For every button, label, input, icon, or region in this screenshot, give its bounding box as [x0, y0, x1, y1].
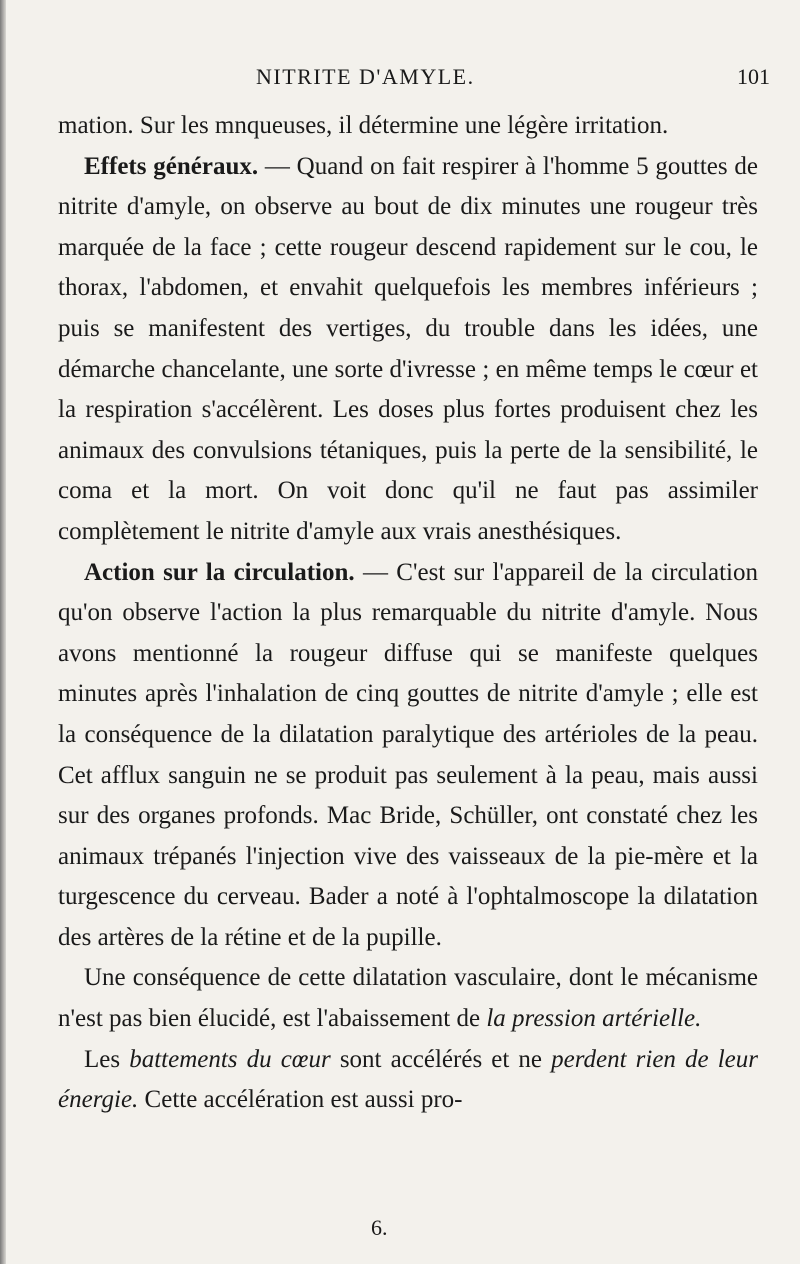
paragraph: [58, 958, 758, 1039]
paragraph-text: Une conséquence de cette dilatation vasculaire, dont le mécanisme n'est pas bien élucidé, est l'abaissement de: [58, 964, 758, 1033]
paragraph: [58, 106, 758, 147]
emphasis: perdent rien de leur énergie.: [58, 1045, 758, 1114]
paragraph-text: sont accélérés et ne: [330, 1045, 552, 1073]
paragraph-text: Les: [84, 1045, 130, 1073]
paragraph: [58, 147, 758, 553]
paragraph-text: — Quand on fait respirer à l'homme 5 gouttes de nitrite d'amyle, on observe au bout de dix minutes une rougeur très marquée de la face ; cette rougeur descend rapidement sur le cou, le thorax, l'abdomen, et envahit quelquefois les membres inférieurs ; puis se manifestent des vertiges, du trouble dans les idées, une démarche chancelante, une sorte d'ivresse ; en même temps le cœur et la respiration s'accélèrent. Les doses plus fortes produisent chez les animaux des convulsions tétaniques, puis la perte de la sensibilité, le coma et la mort. On voit donc qu'il ne faut pas assimiler complètement le nitrite d'amyle aux vrais anesthésiques.: [58, 152, 759, 545]
emphasis: battements du cœur: [129, 1045, 331, 1073]
signature-mark: 6.: [371, 1215, 388, 1240]
page-number: 101: [737, 64, 770, 89]
paragraph: [58, 553, 758, 959]
paragraph-text: — C'est sur l'appareil de la circulation qu'on observe l'action la plus remarquable du nitrite d'amyle. Nous avons mentionné la rougeur diffuse qui se manifeste quelques minutes après l'inhalation de cinq gouttes de nitrite d'amyle ; elle est la conséquence de la dilatation paralytique des artérioles de la peau. Cet afflux sanguin ne se produit pas seulement à la peau, mais aussi sur des organes profonds. Mac Bride, Schüller, ont constaté chez les animaux trépanés l'injection vive des vaisseaux de la pie-mère et la turgescence du cerveau. Bader a noté à l'ophtalmoscope la dilatation des artères de la rétine et de la pupille.: [58, 558, 758, 951]
running-title: NITRITE D'AMYLE.: [256, 64, 475, 89]
page-header: [0, 64, 800, 98]
body-text: [58, 106, 758, 1121]
paragraph-text: mation. Sur les mnqueuses, il détermine une légère irritation.: [58, 112, 669, 139]
paragraph: [58, 1040, 758, 1121]
section-heading: Action sur la circulation.: [84, 558, 355, 586]
section-heading: Effets généraux.: [84, 152, 259, 180]
paragraph-text: Cette accélération est aussi pro-: [138, 1086, 463, 1114]
emphasis: la pression artérielle.: [486, 1005, 702, 1033]
book-binding-shadow: [0, 0, 6, 1264]
